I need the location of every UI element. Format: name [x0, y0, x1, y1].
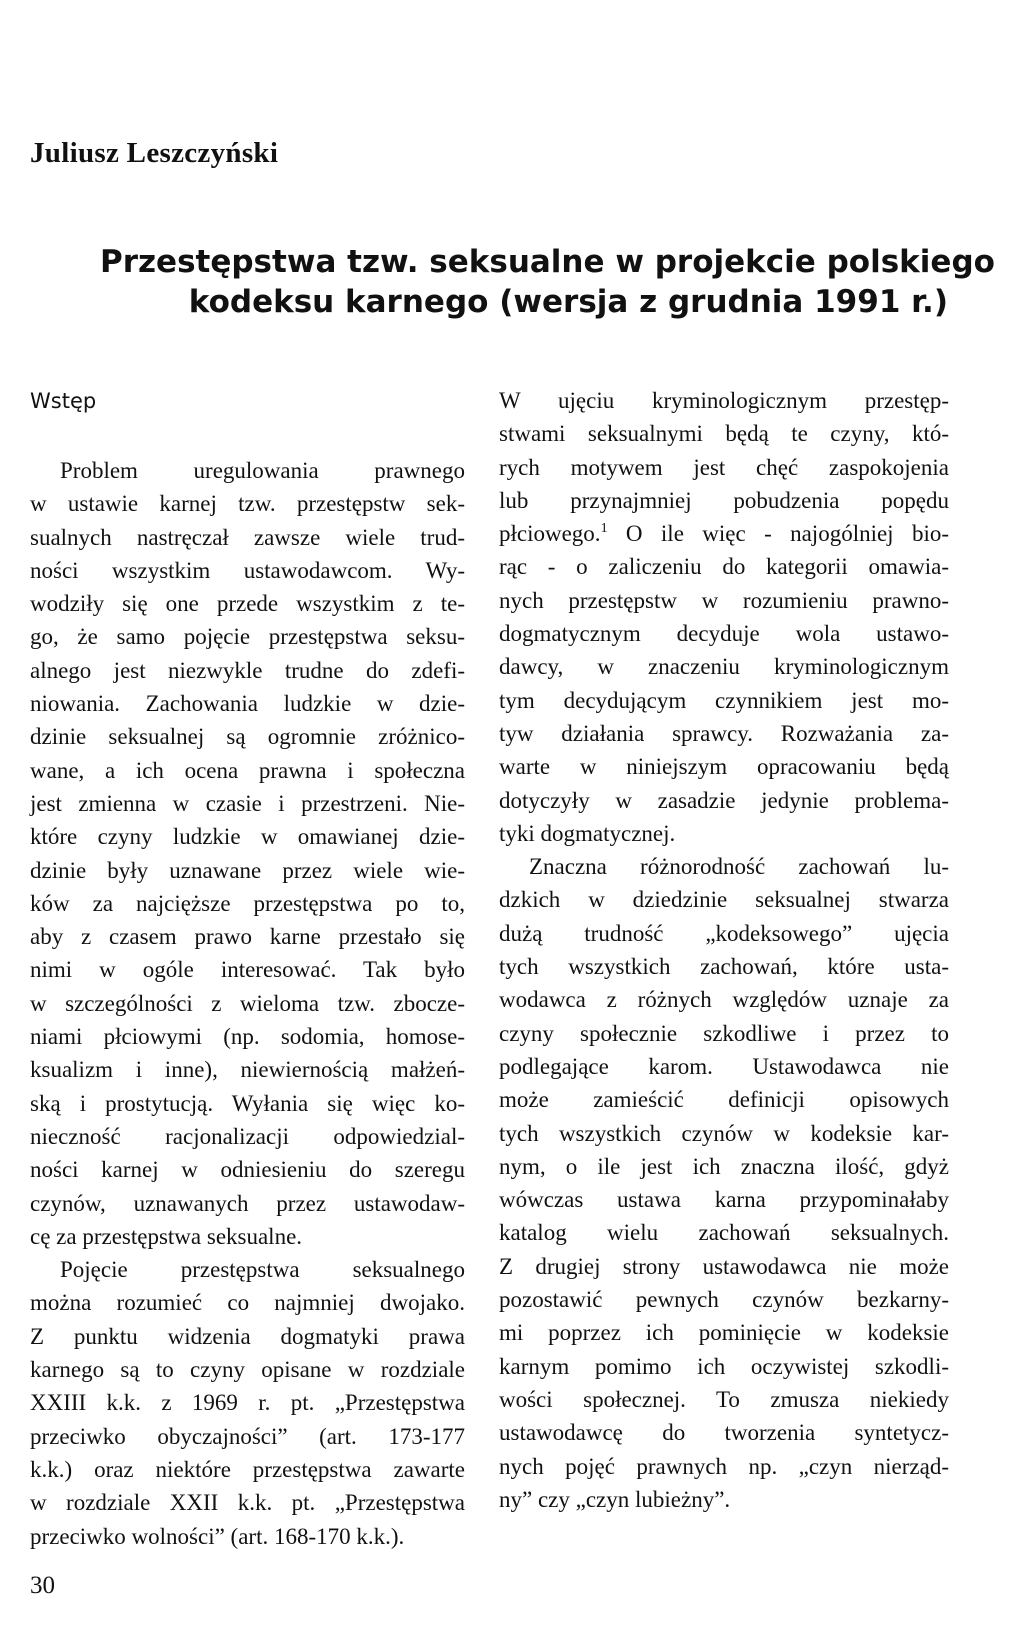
text-line: tym decydującym czynnikiem jest mo-: [499, 687, 949, 713]
text-line: dużą trudność „kodeksowego” ujęcia: [499, 920, 949, 946]
text-line: które czyny ludzkie w omawianej dzie-: [30, 824, 465, 850]
text-line: nych pojęć prawnych np. „czyn nierząd-: [499, 1453, 949, 1479]
text-line: wane, a ich ocena prawna i społeczna: [30, 757, 465, 783]
text-line: można rozumieć co najmniej dwojako.: [30, 1290, 465, 1316]
text-line: dawcy, w znaczeniu kryminologicznym: [499, 654, 949, 680]
text-line: wodziły się one przede wszystkim z te-: [30, 591, 465, 617]
text-line: rych motywem jest chęć zaspokojenia: [499, 454, 949, 480]
text-line: tych wszystkich zachowań, które usta-: [499, 954, 949, 980]
text-line: nimi w ogóle interesować. Tak było: [30, 957, 465, 983]
text-line: nym, o ile jest ich znaczna ilość, gdyż: [499, 1153, 949, 1179]
text-line: pozostawić pewnych czynów bezkarny-: [499, 1287, 949, 1313]
text-line: przeciwko obyczajności” (art. 173-177: [30, 1423, 465, 1449]
text-line: Znaczna różnorodność zachowań lu-: [529, 854, 949, 880]
paragraph-diversity: [499, 850, 949, 1516]
text-line: aby z czasem prawo karne przestało się: [30, 924, 465, 950]
text-line: alnego jest niezwykle trudne do zdefi-: [30, 657, 465, 683]
text-line: k.k.) oraz niektóre przestępstwa zawarte: [30, 1456, 465, 1482]
text-line: dotyczyły w zasadzie jedynie problema-: [499, 787, 949, 813]
text-line: w rozdziale XXII k.k. pt. „Przestępstwa: [30, 1490, 465, 1516]
text-line: stwami seksualnymi będą te czyny, któ-: [499, 421, 949, 447]
text-line: wówczas ustawa karna przypominałaby: [499, 1187, 949, 1213]
text-line: czynów, uznawanych przez ustawodaw-: [30, 1190, 465, 1216]
text-line: niami płciowymi (np. sodomia, homose-: [30, 1024, 465, 1050]
text-line: dzinie seksualnej są ogromnie zróżnico-: [30, 724, 465, 750]
paragraph-concept: [30, 1253, 465, 1553]
author-name: Juliusz Leszczyński: [30, 137, 279, 169]
text-line: dogmatycznym decyduje wola ustawo-: [499, 621, 949, 647]
text-line: cę za przestępstwa seksualne.: [30, 1223, 303, 1249]
text-line: ksualizm i inne), niewiernością małżeń-: [30, 1057, 465, 1083]
text-line: tyki dogmatycznej.: [499, 820, 676, 846]
text-line: ny” czy „czyn lubieżny”.: [499, 1486, 731, 1512]
text-line: ską i prostytucją. Wyłania się więc ko-: [30, 1090, 465, 1116]
text-line: czyny społecznie szkodliwe i przez to: [499, 1020, 949, 1046]
text-line: w szczególności z wieloma tzw. zbocze-: [30, 990, 465, 1016]
text-line: lub przynajmniej pobudzenia popędu: [499, 487, 949, 513]
text-line: go, że samo pojęcie przestępstwa seksu-: [30, 624, 465, 650]
left-column: [30, 384, 465, 1553]
text-line: karnym pomimo ich oczywistej szkodli-: [499, 1353, 949, 1379]
section-heading: Wstęp: [30, 389, 97, 413]
text-line: ków za najcięższe przestępstwa po to,: [30, 890, 465, 916]
text-line: wości społecznej. To zmusza niekiedy: [499, 1386, 949, 1412]
text-line: dzkich w dziedzinie seksualnej stwarza: [499, 887, 949, 913]
text-line: nych przestępstw w rozumieniu prawno-: [499, 587, 949, 613]
text-line: Z drugiej strony ustawodawca nie może: [499, 1253, 949, 1279]
text-line-with-footnote: [499, 517, 949, 550]
text-line: warte w niniejszym opracowaniu będą: [499, 754, 949, 780]
text-line: nieczność racjonalizacji odpowiedzial-: [30, 1123, 465, 1149]
text-line: jest zmienna w czasie i przestrzeni. Nie-: [30, 790, 465, 816]
text-line: ności karnej w odniesieniu do szeregu: [30, 1157, 465, 1183]
text-line: przeciwko wolności” (art. 168-170 k.k.).: [30, 1523, 405, 1549]
text-line: karnego są to czyny opisane w rozdziale: [30, 1357, 465, 1383]
text-line: w ustawie karnej tzw. przestępstw sek-: [30, 491, 465, 517]
text-line: może zamieścić definicji opisowych: [499, 1087, 949, 1113]
text-line: niowania. Zachowania ludzkie w dzie-: [30, 691, 465, 717]
text-line: mi poprzez ich pominięcie w kodeksie: [499, 1320, 949, 1346]
text-line: tych wszystkich czynów w kodeksie kar-: [499, 1120, 949, 1146]
text-fragment: płciowego.: [499, 521, 601, 547]
paragraph-criminology: [499, 384, 949, 850]
article-title-line-2: kodeksu karnego (wersja z grudnia 1991 r.): [188, 284, 948, 320]
text-line: ności wszystkim ustawodawcom. Wy-: [30, 557, 465, 583]
paragraph-introduction: [30, 454, 465, 1253]
text-line: Z punktu widzenia dogmatyki prawa: [30, 1323, 465, 1349]
text-line: rąc - o zaliczeniu do kategorii omawia-: [499, 554, 949, 580]
text-line: Pojęcie przestępstwa seksualnego: [60, 1257, 465, 1283]
text-line: sualnych nastręczał zawsze wiele trud-: [30, 524, 465, 550]
text-line: katalog wielu zachowań seksualnych.: [499, 1220, 949, 1246]
text-line: podlegające karom. Ustawodawca nie: [499, 1053, 949, 1079]
text-line: tyw działania sprawcy. Rozważania za-: [499, 720, 949, 746]
text-line: wodawca z różnych względów uznaje za: [499, 987, 949, 1013]
article-title-line-1: Przestępstwa tzw. seksualne w projekcie polskiego: [100, 244, 995, 280]
text-line: Problem uregulowania prawnego: [60, 458, 465, 483]
text-line: W ujęciu kryminologicznym przestęp-: [499, 388, 949, 413]
text-fragment: O ile więc - najogólniej bio-: [607, 521, 949, 547]
page-number: 30: [30, 1572, 55, 1599]
footnote-reference: 1: [600, 521, 608, 537]
text-line: dzinie były uznawane przez wiele wie-: [30, 857, 465, 883]
text-line: XXIII k.k. z 1969 r. pt. „Przestępstwa: [30, 1390, 465, 1416]
text-line: ustawodawcę do tworzenia syntetycz-: [499, 1420, 949, 1446]
right-column: [499, 384, 949, 1516]
article-title: [100, 242, 995, 322]
